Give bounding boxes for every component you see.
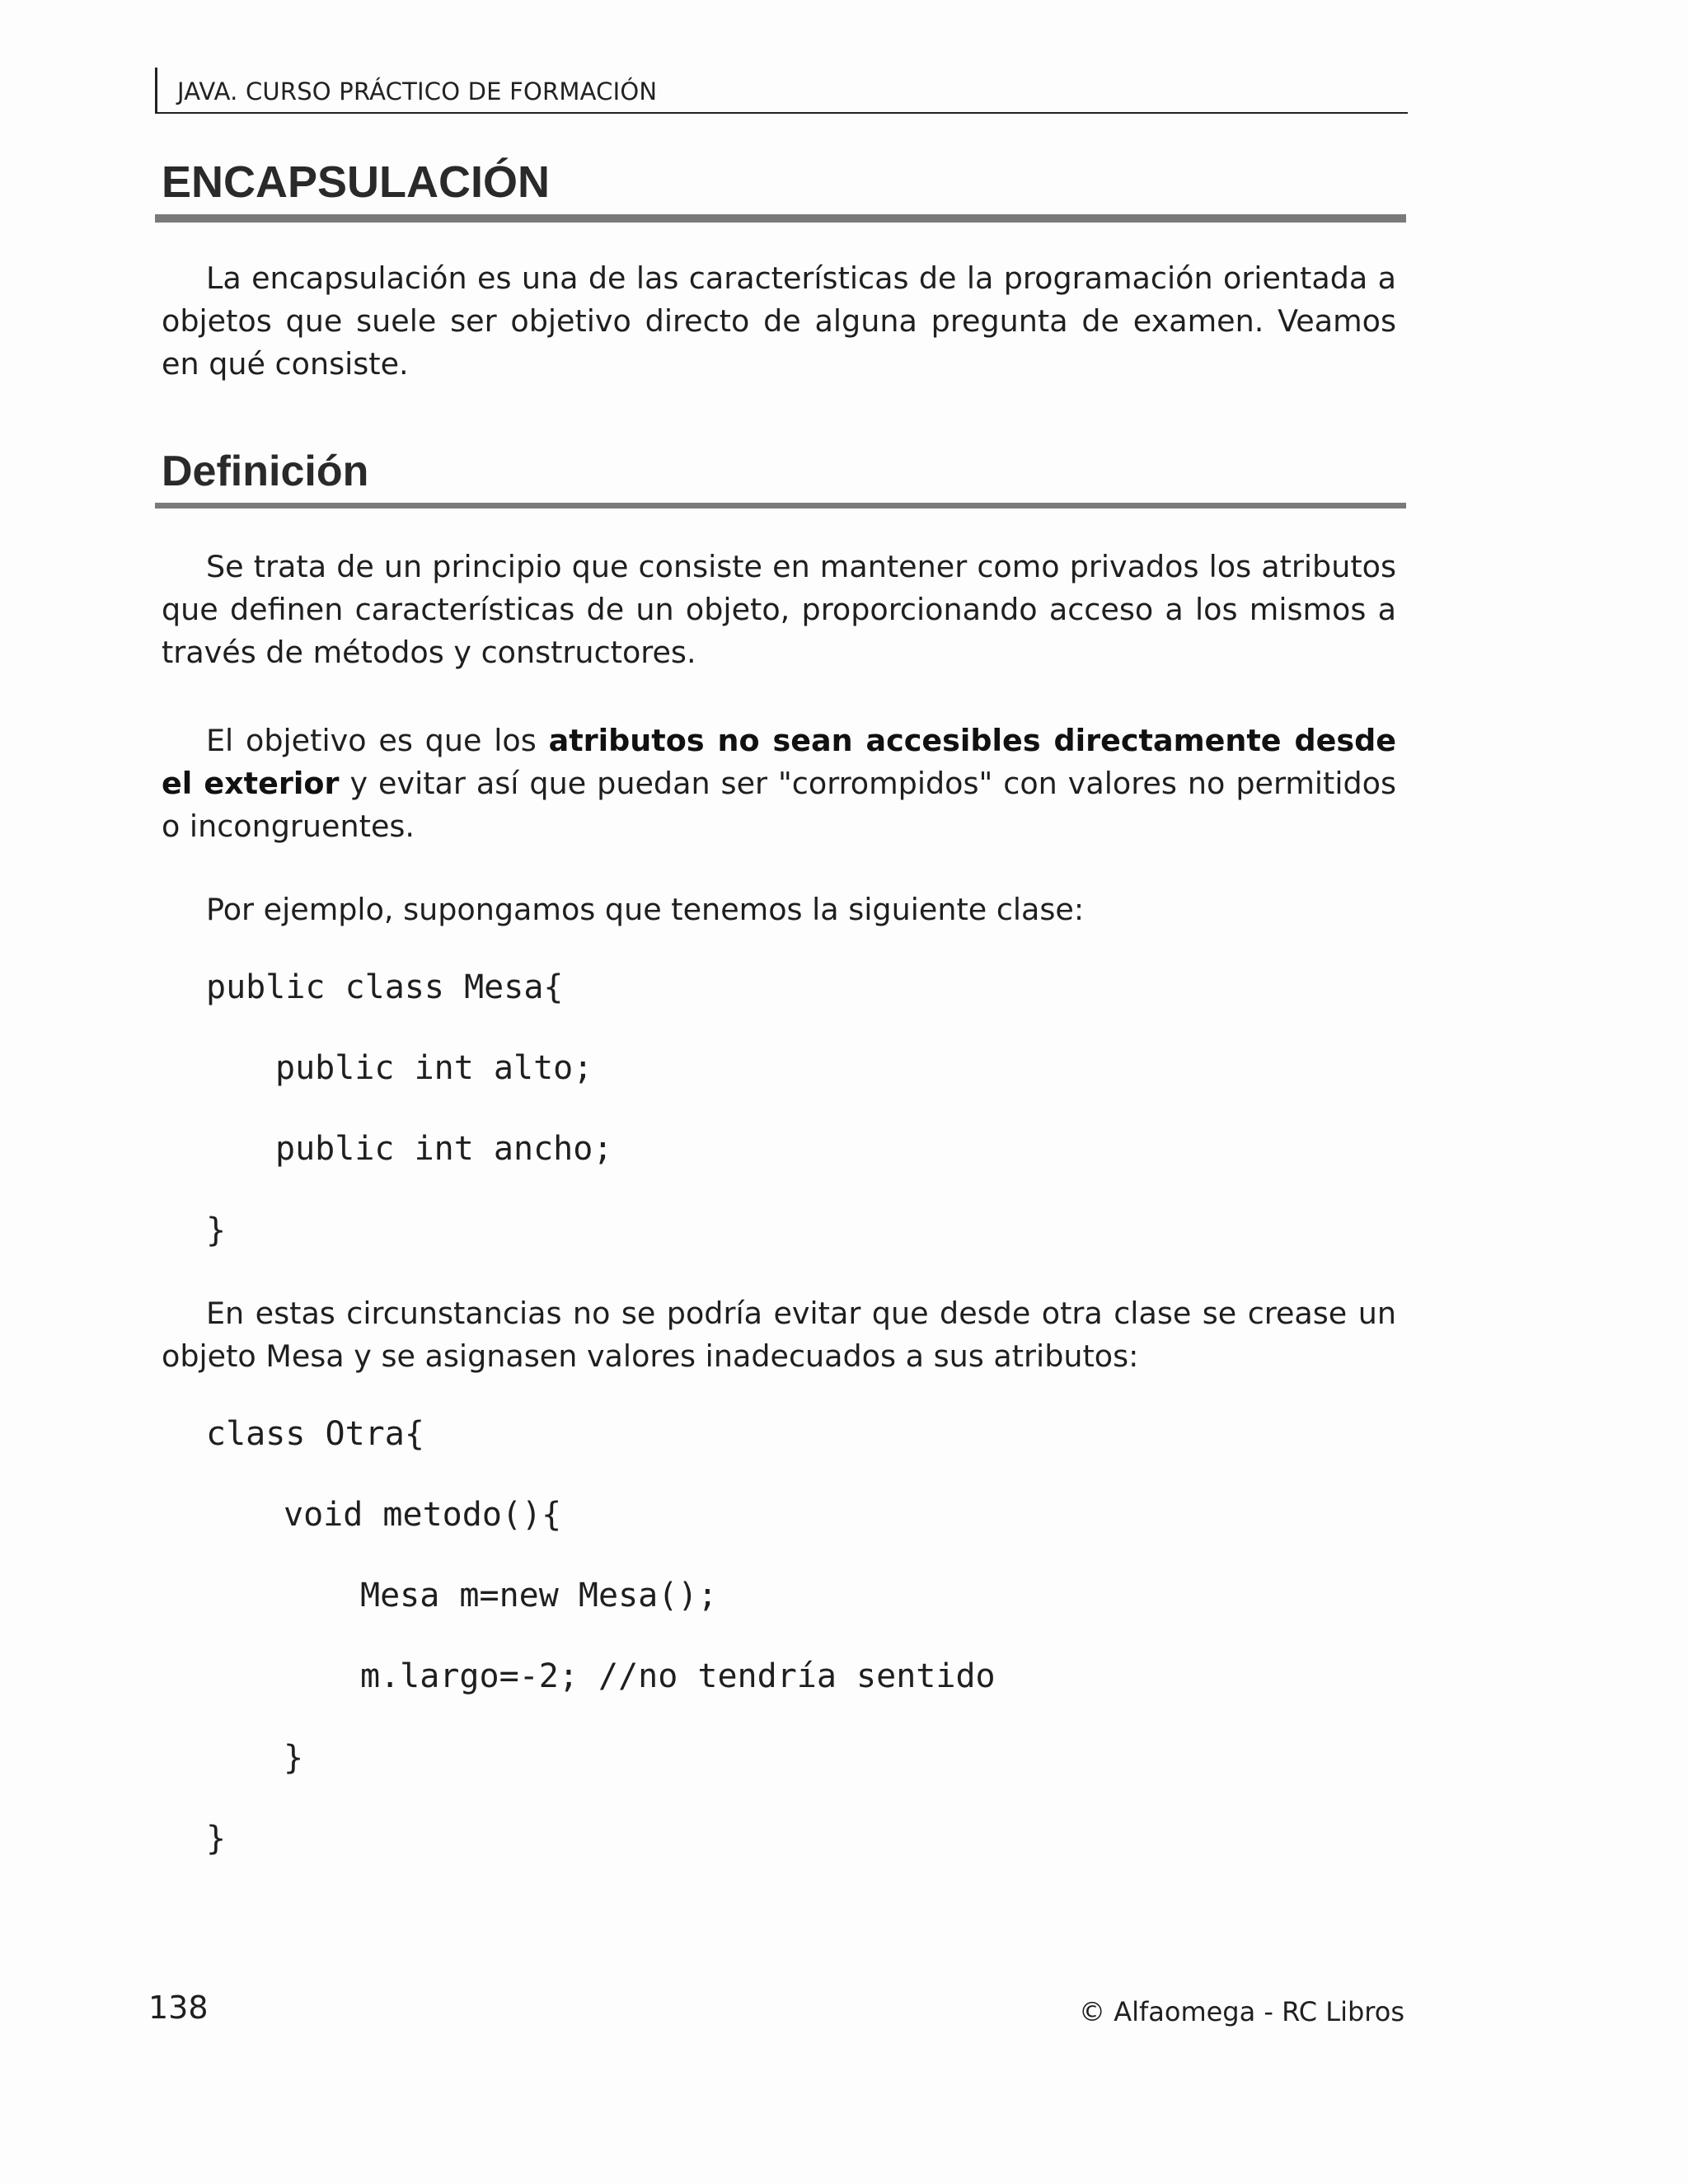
subsection-title: Definición	[162, 448, 369, 495]
objective-text-start: El objetivo es que los	[206, 723, 549, 758]
definition-text: Se trata de un principio que consiste en mantener como privados los atributos que definen características de un objeto, proporcionando acceso a los mismos a través de métodos y constructores.	[162, 549, 1396, 670]
intro-paragraph	[162, 257, 1396, 386]
code-line: public int ancho;	[275, 1130, 613, 1168]
code-line: m.largo=-2; //no tendría sentido	[360, 1657, 996, 1695]
objective-paragraph	[162, 719, 1396, 848]
circumstances-paragraph	[162, 1292, 1396, 1378]
code-line: }	[206, 1212, 227, 1249]
section-title: ENCAPSULACIÓN	[162, 157, 551, 207]
section-title-rule	[155, 214, 1406, 223]
subsection-title-rule	[155, 503, 1406, 509]
page-number: 138	[148, 1990, 209, 2026]
code-line: void metodo(){	[284, 1496, 562, 1534]
code-line: }	[206, 1820, 227, 1858]
example-intro-text: Por ejemplo, supongamos que tenemos la siguiente clase:	[206, 892, 1085, 927]
objective-text-end: y evitar así que puedan ser "corrompidos" con valores no permitidos o incongruentes.	[162, 766, 1396, 844]
intro-text: La encapsulación es una de las características de la programación orientada a objetos que suele ser objetivo directo de alguna pregunta de examen. Veamos en qué consiste.	[162, 260, 1396, 382]
definition-paragraph	[162, 546, 1396, 674]
code-line: }	[284, 1739, 304, 1777]
code-line: Mesa m=new Mesa();	[360, 1577, 718, 1615]
code-line: class Otra{	[206, 1415, 424, 1453]
running-header-title: JAVA. CURSO PRÁCTICO DE FORMACIÓN	[177, 77, 658, 105]
example-intro-paragraph	[162, 888, 1396, 931]
running-header	[155, 68, 1408, 114]
circumstances-text: En estas circunstancias no se podría evitar que desde otra clase se crease un objeto Mesa y se asignasen valores inadecuados a sus atributos:	[162, 1296, 1396, 1374]
copyright-notice: © Alfaomega - RC Libros	[1079, 1996, 1404, 2027]
objective-text-bold: atributos no sean accesibles directamente desde el exterior	[162, 723, 1396, 801]
code-line: public class Mesa{	[206, 968, 564, 1006]
code-line: public int alto;	[275, 1049, 593, 1087]
